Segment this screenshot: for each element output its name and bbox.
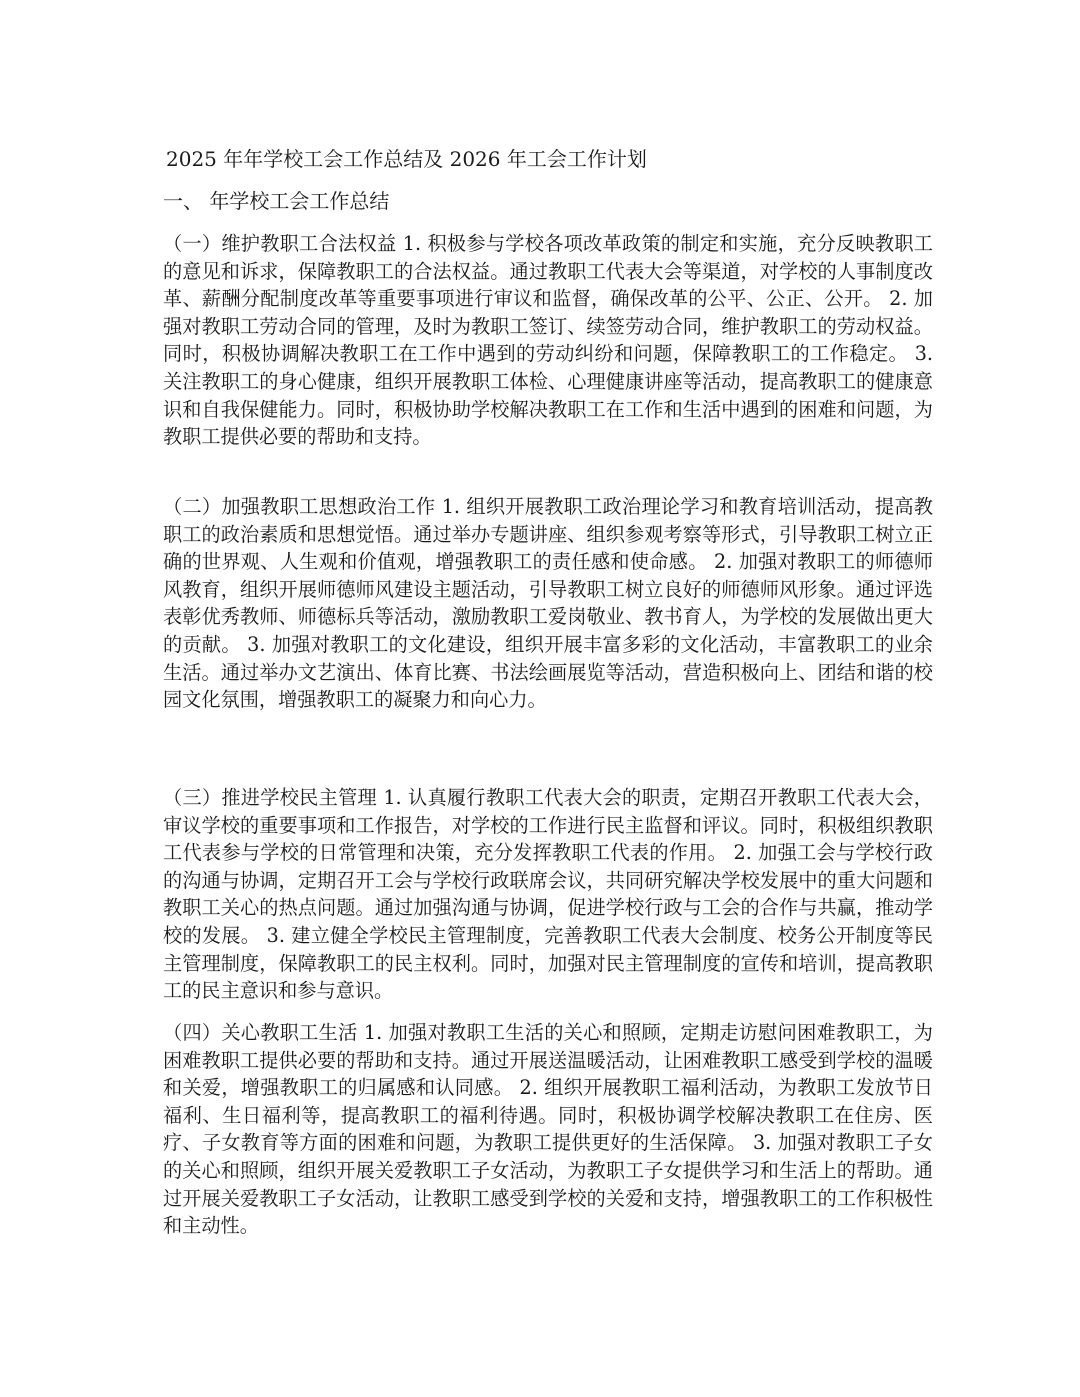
paragraph-ideological-work: （二）加强教职工思想政治工作 1. 组织开展教职工政治理论学习和教育培训活动，提高教职工的政治素质和思想觉悟。通过举办专题讲座、组织参观考察等形式，引导教职工树立正确的世界观、人生观和价值观，增强教职工的责任感和使命感。 2. 加强对教职工的师德师风教育，组织开展师德师风建设主题活动，引导教职工树立良好的师德师风形象。通过评选表彰优秀教师、师德标兵等活动，激励教职工爱岗敬业、教书育人，为学校的发展做出更大的贡献。 3. 加强对教职工的文化建设，组织开展丰富多彩的文化活动，丰富教职工的业余生活。通过举办文艺演出、体育比赛、书法绘画展览等活动，营造积极向上、团结和谐的校园文化氛围，增强教职工的凝聚力和向心力。 [163, 495, 933, 712]
paragraph-protect-rights: （一）维护教职工合法权益 1. 积极参与学校各项改革政策的制定和实施，充分反映教职工的意见和诉求，保障教职工的合法权益。通过教职工代表大会等渠道，对学校的人事制度改革、薪酬分配制度改革等重要事项进行审议和监督，确保改革的公平、公正、公开。 2. 加强对教职工劳动合同的管理，及时为教职工签订、续签劳动合同，维护教职工的劳动权益。同时，积极协调解决教职工在工作中遇到的劳动纠纷和问题，保障教职工的工作稳定。 3. 关注教职工的身心健康，组织开展教职工体检、心理健康讲座等活动，提高教职工的健康意识和自我保健能力。同时，积极协助学校解决教职工在工作和生活中遇到的困难和问题，为教职工提供必要的帮助和支持。 [163, 232, 933, 449]
section-heading: 一、 年学校工会工作总结 [163, 189, 390, 213]
document-title: 2025 年年学校工会工作总结及 2026 年工会工作计划 [166, 147, 647, 171]
paragraph-democratic-management: （三）推进学校民主管理 1. 认真履行教职工代表大会的职责，定期召开教职工代表大会，审议学校的重要事项和工作报告，对学校的工作进行民主监督和评议。同时，积极组织教职工代表参与学校的日常管理和决策，充分发挥教职工代表的作用。 2. 加强工会与学校行政的沟通与协调，定期召开工会与学校行政联席会议，共同研究解决学校发展中的重大问题和教职工关心的热点问题。通过加强沟通与协调，促进学校行政与工会的合作与共赢，推动学校的发展。 3. 建立健全学校民主管理制度，完善教职工代表大会制度、校务公开制度等民主管理制度，保障教职工的民主权利。同时，加强对民主管理制度的宣传和培训，提高教职工的民主意识和参与意识。 [163, 786, 933, 1003]
paragraph-staff-welfare: （四）关心教职工生活 1. 加强对教职工生活的关心和照顾，定期走访慰问困难教职工，为困难教职工提供必要的帮助和支持。通过开展送温暖活动，让困难教职工感受到学校的温暖和关爱，增强教职工的归属感和认同感。 2. 组织开展教职工福利活动，为教职工发放节日福利、生日福利等，提高教职工的福利待遇。同时，积极协调学校解决教职工在住房、医疗、子女教育等方面的困难和问题，为教职工提供更好的生活保障。 3. 加强对教职工子女的关心和照顾，组织开展关爱教职工子女活动，为教职工子女提供学习和生活上的帮助。通过开展关爱教职工子女活动，让教职工感受到学校的关爱和支持，增强教职工的工作积极性和主动性。 [163, 1021, 933, 1238]
